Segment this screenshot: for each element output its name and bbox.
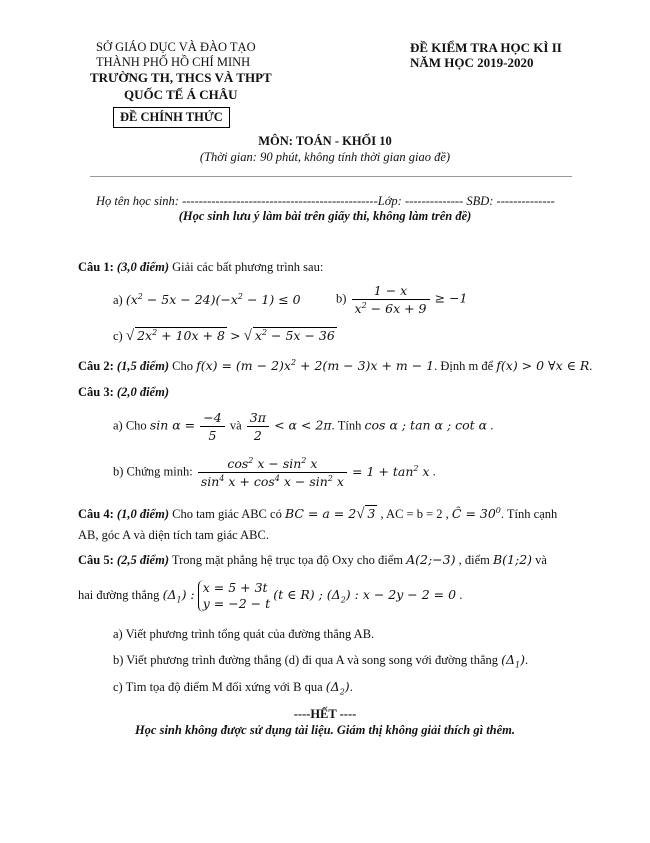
q5-lines: hai đường thẳng $(\Delta_1)$ : x = 5 + 3t y = −2 − t (t ∈ R) ; $(\Delta_2)$ : x − 2y − 2 = 0 . [78, 580, 463, 611]
q1-heading: Câu 1: (3,0 điểm) Giải các bất phương trình sau: [78, 260, 324, 274]
q4-line2: AB, góc A và diện tích tam giác ABC. [78, 528, 269, 542]
school-line2: QUỐC TẾ Á CHÂU [124, 87, 238, 102]
q5-line1: Câu 5: (2,5 điểm) Trong mặt phẳng hệ trục tọa độ Oxy cho điểm A(2;−3) , điểm B(1;2) và [78, 552, 547, 567]
department-line1: SỞ GIÁO DỤC VÀ ĐÀO TẠO [96, 40, 256, 54]
student-note: (Học sinh lưu ý làm bài trên giấy thi, không làm trên đề) [178, 209, 472, 223]
end-mark: ----HẾT ---- [293, 707, 357, 721]
footer-note: Học sinh không được sử dụng tài liệu. Giám thị không giải thích gì thêm. [134, 723, 516, 737]
student-line: Họ tên học sinh: -----------------------------------------------Lớp: -------------- SBD: -------------- [96, 194, 555, 208]
q1-part-b: b) $\frac{1 - x}{x^2 - 6x + 9}$ ≥ −1 [336, 283, 468, 317]
q3-part-a: a) Cho sin α = $\frac{-4}{5}$ và $\frac{3\pi}{2}$ < α < 2π. Tính cos α ; tan α ; cot α . [113, 410, 494, 443]
q3-heading: Câu 3: (2,0 điểm) [78, 385, 169, 399]
time-note: (Thời gian: 90 phút, không tính thời gian giao đề) [199, 150, 451, 164]
q1-part-a: a) $(x^2 - 5x - 24)(-x^2 - 1) \le 0$ [113, 292, 301, 308]
school-line1: TRƯỜNG TH, THCS VÀ THPT [90, 70, 272, 85]
q5-part-c: c) Tìm tọa độ điểm M đối xứng với B qua $(\Delta_2)$. [113, 679, 353, 697]
official-label: ĐỀ CHÍNH THỨC [113, 107, 230, 128]
q5-part-b: b) Viết phương trình đường thẳng (d) đi qua A và song song với đường thẳng $(\Delta_1)$. [113, 652, 529, 670]
exam-title: ĐỀ KIỂM TRA HỌC KÌ II [410, 40, 562, 55]
department-line2: THÀNH PHỐ HỒ CHÍ MINH [96, 55, 251, 69]
q1-part-c: c) √ $2x^2 + 10x + 8$ > √ $x^2 - 5x - 36$ [113, 328, 335, 345]
school-year: NĂM HỌC 2019-2020 [410, 55, 534, 70]
q4-line1: Câu 4: (1,0 điểm) Cho tam giác ABC có BC = a = 2√ 3 , AC = b = 2 , Ĉ = $30^0$. Tính cạnh [78, 505, 558, 522]
q2: Câu 2: (1,5 điểm) Cho $f(x) = (m - 2)x^2 + 2(m - 3)x + m - 1$. Định m để f(x) > 0 ∀x ∈ R. [78, 358, 593, 374]
q5-part-a: a) Viết phương trình tổng quát của đường thẳng AB. [113, 627, 375, 641]
divider [90, 176, 572, 177]
subject-title: MÔN: TOÁN - KHỐI 10 [258, 134, 392, 148]
q3-part-b: b) Chứng minh: $\frac{\cos^2 x - \sin^2 x}{\sin^4 x + \cos^4 x - \sin^2 x}$ = $1 + \tan^2 x$ . [113, 456, 436, 490]
